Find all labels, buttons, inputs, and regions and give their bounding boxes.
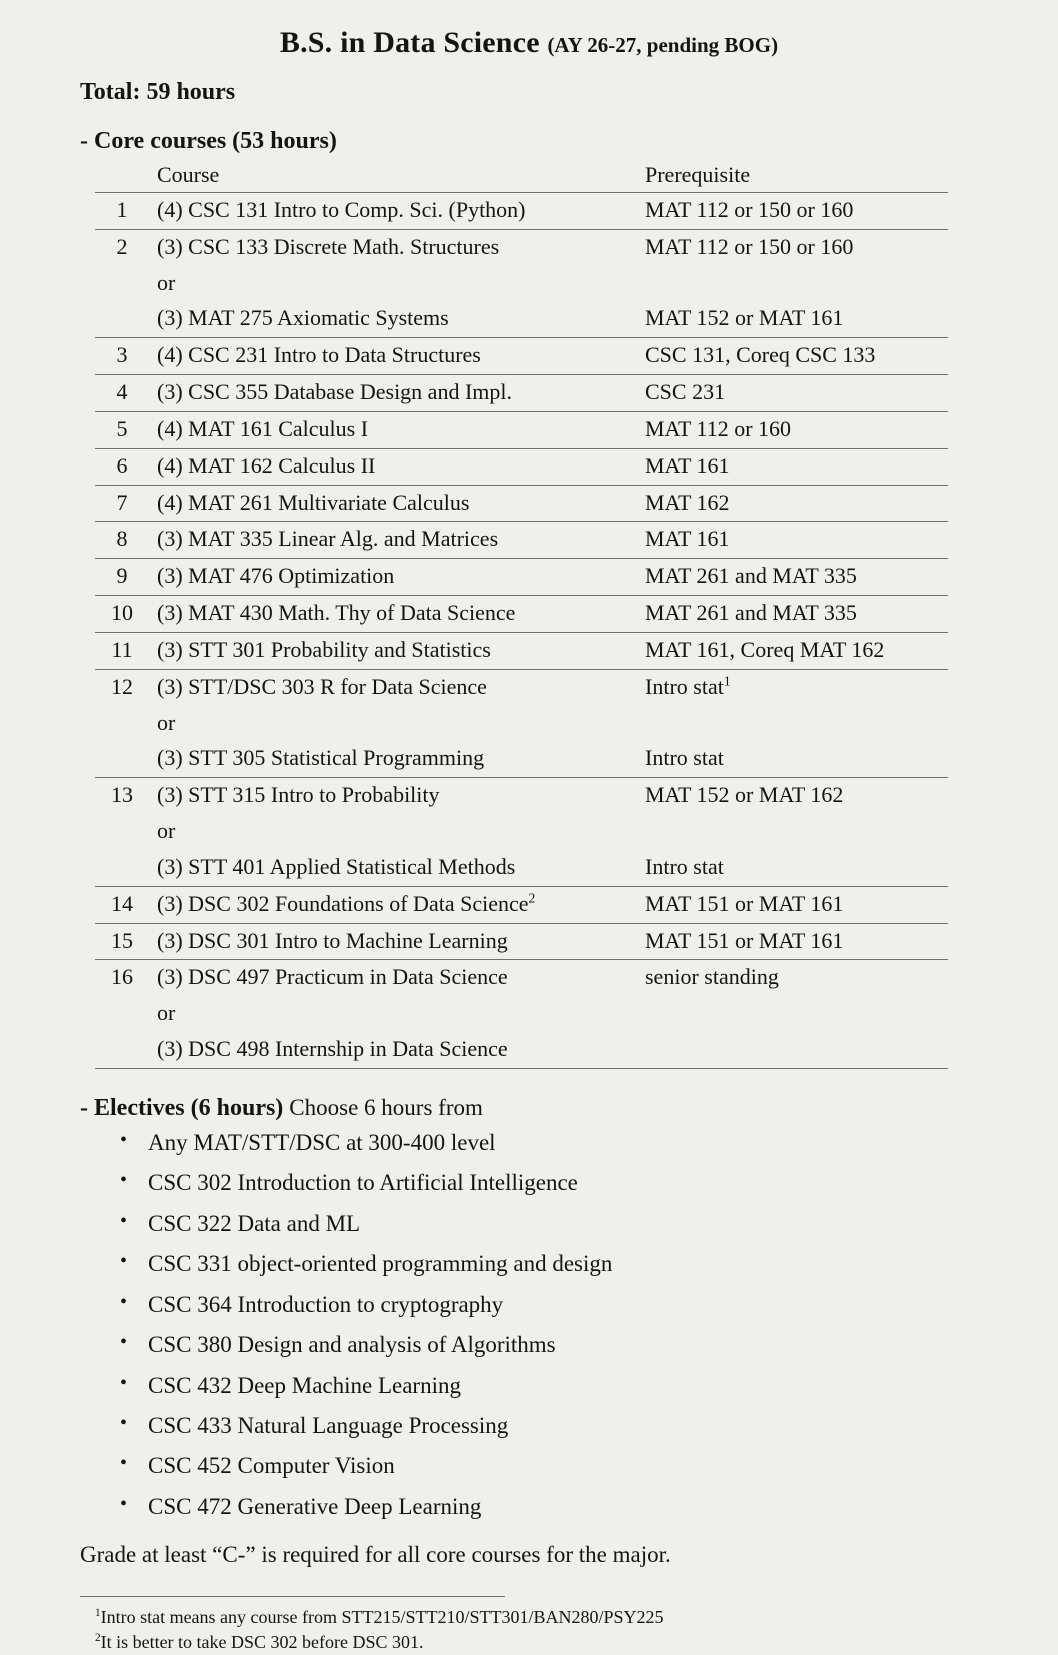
course-cell: (3) CSC 133 Discrete Math. Structures bbox=[157, 229, 645, 265]
core-courses-heading: - Core courses (53 hours) bbox=[80, 128, 337, 154]
row-number: 8 bbox=[95, 522, 157, 559]
row-number: 3 bbox=[95, 338, 157, 375]
row-number: 14 bbox=[95, 886, 157, 923]
prerequisite-cell: MAT 161 bbox=[645, 448, 948, 485]
table-row bbox=[95, 485, 948, 522]
footnotes-block bbox=[95, 1605, 1058, 1655]
row-number: 11 bbox=[95, 632, 157, 669]
table-row bbox=[95, 850, 948, 886]
electives-heading-lead: - Electives (6 hours) bbox=[80, 1094, 284, 1121]
table-row bbox=[95, 1032, 948, 1068]
row-number: 15 bbox=[95, 923, 157, 960]
table-row bbox=[95, 522, 948, 559]
course-cell: (3) MAT 335 Linear Alg. and Matrices bbox=[157, 522, 645, 559]
prerequisite-cell: Intro stat bbox=[645, 853, 724, 879]
row-number bbox=[95, 814, 157, 850]
table-row bbox=[95, 338, 948, 375]
footnote-marker: 1 bbox=[95, 1607, 101, 1620]
prerequisite-cell bbox=[645, 814, 948, 850]
row-number bbox=[95, 741, 157, 777]
core-courses-table bbox=[95, 161, 948, 1069]
table-row bbox=[95, 301, 948, 337]
footnote-entry: $^2$It is better to take DSC 302 before DSC 301. bbox=[95, 1632, 424, 1653]
page-title bbox=[0, 0, 1058, 59]
prerequisite-cell: MAT 112 or 160 bbox=[645, 411, 948, 448]
column-header-number bbox=[95, 161, 157, 193]
row-number bbox=[95, 996, 157, 1032]
row-number bbox=[95, 301, 157, 337]
prerequisite-cell: MAT 161 bbox=[645, 522, 948, 559]
row-number: 12 bbox=[95, 669, 157, 705]
table-row bbox=[95, 411, 948, 448]
table-row bbox=[95, 960, 948, 996]
page-title-main: B.S. in Data Science bbox=[279, 26, 540, 59]
row-number: 16 bbox=[95, 960, 157, 996]
row-number: 2 bbox=[95, 229, 157, 265]
course-cell: (3) MAT 275 Axiomatic Systems bbox=[157, 305, 449, 331]
course-cell: or bbox=[157, 1000, 176, 1026]
prerequisite-cell: MAT 151 or MAT 161 bbox=[645, 886, 948, 923]
table-row bbox=[95, 596, 948, 633]
course-cell: (3) DSC 302 Foundations of Data Science$^2$ bbox=[157, 886, 645, 923]
footnote-marker: 2 bbox=[95, 1632, 101, 1645]
list-item: • Any MAT/STT/DSC at 300-400 level bbox=[120, 1130, 1058, 1156]
prerequisite-cell bbox=[645, 996, 948, 1032]
core-table-body bbox=[95, 193, 948, 1069]
core-courses-table-wrapper bbox=[95, 161, 948, 1069]
prerequisite-cell: MAT 112 or 150 or 160 bbox=[645, 193, 948, 230]
table-row bbox=[95, 669, 948, 705]
list-item: • CSC 331 object-oriented programming and design bbox=[120, 1251, 1058, 1277]
course-cell: (3) DSC 498 Internship in Data Science bbox=[157, 1032, 645, 1068]
table-row bbox=[95, 632, 948, 669]
course-cell: or bbox=[157, 709, 176, 735]
footnote-marker: 1 bbox=[723, 673, 731, 689]
prerequisite-cell: MAT 152 or MAT 162 bbox=[645, 778, 948, 814]
row-number: 13 bbox=[95, 778, 157, 814]
table-row bbox=[95, 741, 948, 777]
course-cell: (4) MAT 261 Multivariate Calculus bbox=[157, 485, 645, 522]
prerequisite-cell: MAT 151 or MAT 161 bbox=[645, 923, 948, 960]
row-number: 9 bbox=[95, 559, 157, 596]
row-number bbox=[95, 706, 157, 742]
electives-list bbox=[0, 1130, 1058, 1520]
row-number bbox=[95, 266, 157, 302]
table-row bbox=[95, 923, 948, 960]
footnote-marker: 2 bbox=[528, 890, 536, 906]
column-header-course: Course bbox=[157, 162, 220, 187]
prerequisite-cell: CSC 231 bbox=[645, 375, 948, 412]
course-cell: (4) MAT 161 Calculus I bbox=[157, 411, 645, 448]
row-number bbox=[95, 850, 157, 886]
list-item: • CSC 364 Introduction to cryptography bbox=[120, 1292, 1058, 1318]
prerequisite-cell bbox=[645, 266, 948, 302]
grade-requirement-note: Grade at least “C-” is required for all core courses for the major. bbox=[80, 1542, 671, 1568]
row-number: 4 bbox=[95, 375, 157, 412]
course-cell: or bbox=[157, 269, 176, 295]
prerequisite-cell bbox=[645, 706, 948, 742]
table-row bbox=[95, 559, 948, 596]
list-item: • CSC 433 Natural Language Processing bbox=[120, 1413, 1058, 1439]
course-cell: (3) STT 315 Intro to Probability bbox=[157, 778, 645, 814]
electives-heading bbox=[80, 1095, 1058, 1122]
row-number: 1 bbox=[95, 193, 157, 230]
prerequisite-cell: Intro stat$^1$ bbox=[645, 669, 948, 705]
course-cell: (4) CSC 131 Intro to Comp. Sci. (Python) bbox=[157, 193, 645, 230]
table-row bbox=[95, 706, 948, 742]
footnote-entry: $^1$Intro stat means any course from STT215/STT210/STT301/BAN280/PSY225 bbox=[95, 1607, 664, 1628]
course-cell: (3) STT 401 Applied Statistical Methods bbox=[157, 853, 516, 879]
list-item: • CSC 452 Computer Vision bbox=[120, 1453, 1058, 1479]
prerequisite-cell: MAT 162 bbox=[645, 485, 948, 522]
list-item: • CSC 322 Data and ML bbox=[120, 1211, 1058, 1237]
table-row bbox=[95, 448, 948, 485]
table-row bbox=[95, 996, 948, 1032]
row-number: 7 bbox=[95, 485, 157, 522]
prerequisite-cell: MAT 261 and MAT 335 bbox=[645, 559, 948, 596]
row-number: 6 bbox=[95, 448, 157, 485]
electives-heading-tail: Choose 6 hours from bbox=[289, 1094, 483, 1120]
table-row bbox=[95, 193, 948, 230]
prerequisite-cell: MAT 112 or 150 or 160 bbox=[645, 229, 948, 265]
prerequisite-cell: MAT 152 or MAT 161 bbox=[645, 305, 844, 331]
table-row bbox=[95, 778, 948, 814]
course-cell: (3) STT 301 Probability and Statistics bbox=[157, 632, 645, 669]
course-cell: (3) STT/DSC 303 R for Data Science bbox=[157, 669, 645, 705]
core-table-header-row bbox=[95, 161, 948, 193]
course-cell: (3) DSC 301 Intro to Machine Learning bbox=[157, 923, 645, 960]
list-item: • CSC 432 Deep Machine Learning bbox=[120, 1373, 1058, 1399]
course-cell: (3) DSC 497 Practicum in Data Science bbox=[157, 960, 645, 996]
table-row bbox=[95, 814, 948, 850]
table-row bbox=[95, 886, 948, 923]
core-table-head bbox=[95, 161, 948, 193]
total-hours-line: Total: 59 hours bbox=[80, 79, 236, 105]
course-cell: (3) MAT 430 Math. Thy of Data Science bbox=[157, 596, 645, 633]
course-cell: or bbox=[157, 818, 176, 844]
course-cell: (3) STT 305 Statistical Programming bbox=[157, 745, 485, 771]
row-number: 10 bbox=[95, 596, 157, 633]
course-cell: (4) CSC 231 Intro to Data Structures bbox=[157, 338, 645, 375]
row-number: 5 bbox=[95, 411, 157, 448]
prerequisite-cell bbox=[645, 1032, 948, 1068]
list-item: • CSC 472 Generative Deep Learning bbox=[120, 1494, 1058, 1520]
list-item: • CSC 302 Introduction to Artificial Intelligence bbox=[120, 1170, 1058, 1196]
page-title-subtitle: (AY 26-27, pending BOG) bbox=[547, 33, 779, 57]
table-row bbox=[95, 375, 948, 412]
table-row bbox=[95, 229, 948, 265]
course-cell: (4) MAT 162 Calculus II bbox=[157, 448, 645, 485]
course-cell: (3) CSC 355 Database Design and Impl. bbox=[157, 375, 645, 412]
prerequisite-cell: Intro stat bbox=[645, 745, 724, 771]
column-header-prerequisite: Prerequisite bbox=[645, 162, 751, 187]
prerequisite-cell: MAT 261 and MAT 335 bbox=[645, 596, 948, 633]
footnote-separator-rule bbox=[80, 1596, 505, 1597]
prerequisite-cell: senior standing bbox=[645, 960, 948, 996]
prerequisite-cell: CSC 131, Coreq CSC 133 bbox=[645, 338, 948, 375]
list-item: • CSC 380 Design and analysis of Algorithms bbox=[120, 1332, 1058, 1358]
course-cell: (3) MAT 476 Optimization bbox=[157, 559, 645, 596]
prerequisite-cell: MAT 161, Coreq MAT 162 bbox=[645, 632, 948, 669]
table-row bbox=[95, 266, 948, 302]
row-number bbox=[95, 1032, 157, 1068]
